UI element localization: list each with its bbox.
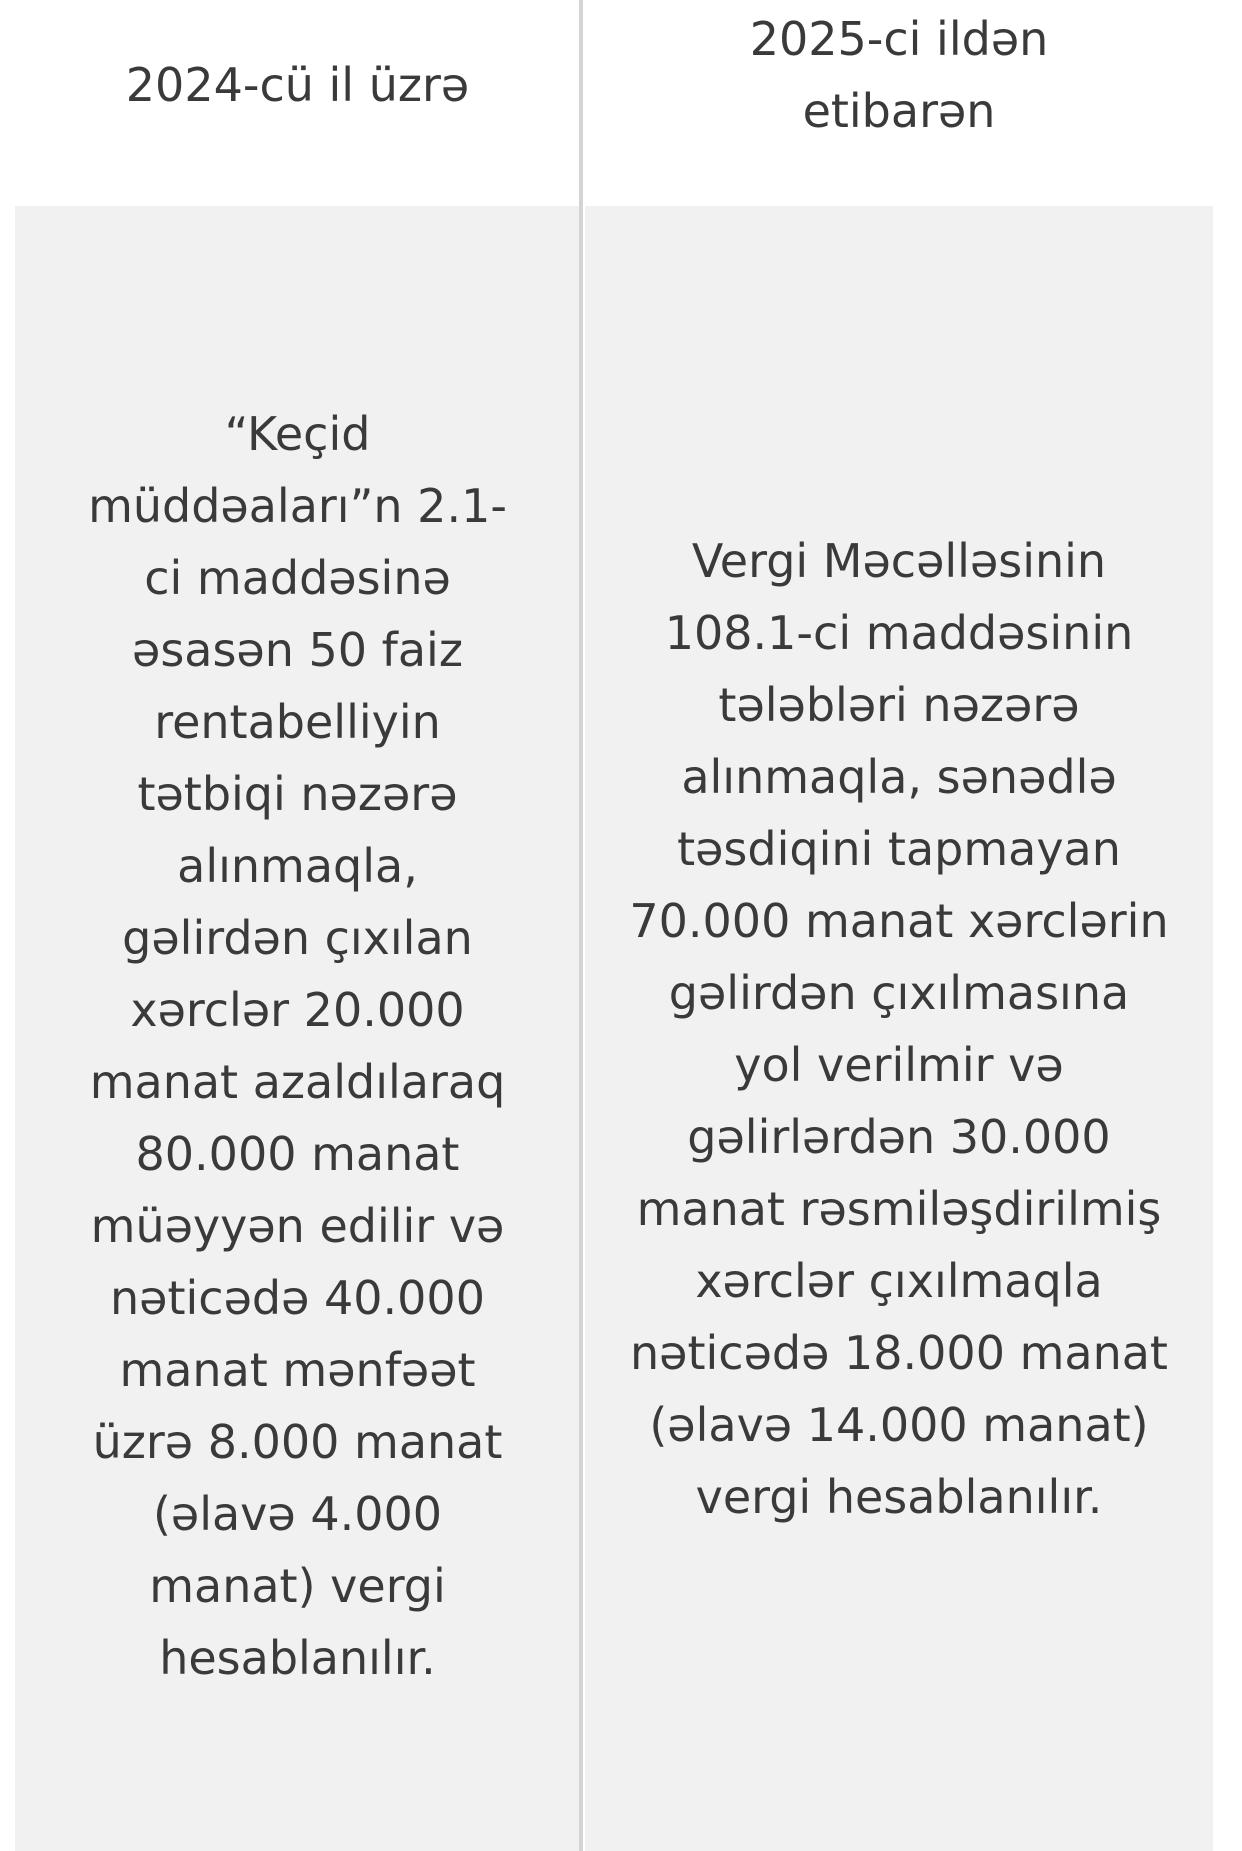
column-header-2025 <box>585 0 1213 150</box>
table-cell-2025 <box>585 206 1213 1851</box>
cell-text-2025: Vergi Məcəlləsinin 108.1-ci maddəsinin tələbləri nəzərə alınmaqla, sənədlə təsdiqini tapmayan 70.000 manat xərclərin gəlirdən çıxılmasına yol verilmir və gəlirlərdən 30.000 manat rəsmiləşdirilmiş xərclər çıxılmaqla nəticədə 18.000 manat (əlavə 14.000 manat) vergi hesablanılır. <box>629 533 1169 1524</box>
table-cell-2024 <box>15 206 580 1851</box>
column-header-2024 <box>15 0 580 170</box>
column-divider <box>579 0 583 1851</box>
cell-text-2024: “Keçid müddəaları”n 2.1-ci maddəsinə əsasən 50 faiz rentabelliyin tətbiqi nəzərə alınmaqla, gəlirdən çıxılan xərclər 20.000 manat azaldılaraq 80.000 manat müəyyən edilir və nəticədə 40.000 manat mənfəət üzrə 8.000 manat (əlavə 4.000 manat) vergi hesablanılır. <box>88 406 507 1685</box>
column-header-2024-label: 2024-cü il üzrə <box>125 58 470 112</box>
column-header-2025-label: 2025-ci ildən etibarən <box>749 12 1049 138</box>
